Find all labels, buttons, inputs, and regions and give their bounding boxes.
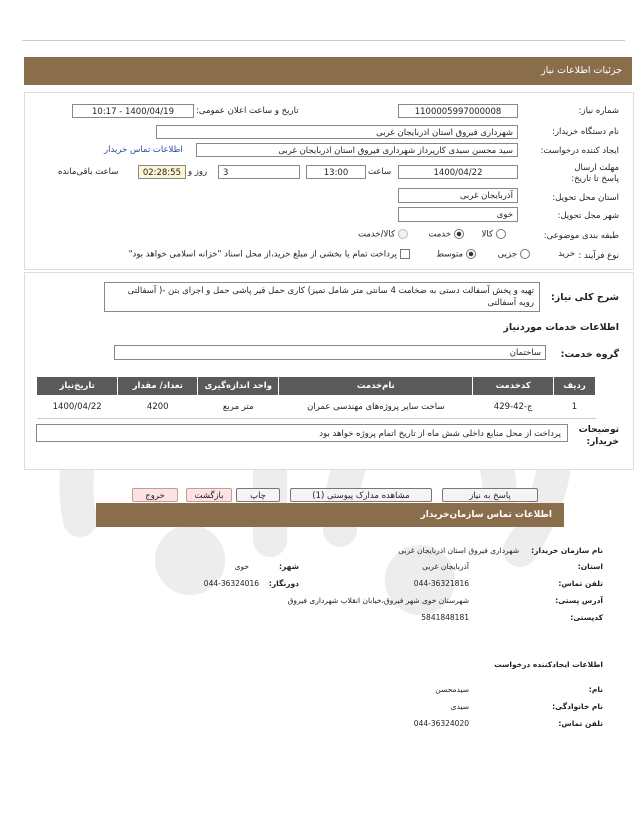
contact-province-label: استان:: [577, 562, 603, 571]
col-name: نام‌خدمت: [279, 377, 473, 396]
need-number-field: 1100005997000008: [398, 104, 518, 118]
radio-selected-icon[interactable]: [466, 249, 476, 259]
top-divider: [22, 40, 625, 41]
back-button[interactable]: بازگشت: [186, 488, 232, 502]
radio-disabled-icon[interactable]: [398, 229, 408, 239]
contact-header-bar: [96, 503, 564, 527]
table-row: [37, 396, 596, 419]
remaining-label: ساعت باقی‌مانده: [58, 167, 119, 177]
radio-icon[interactable]: [496, 229, 506, 239]
col-row: ردیف: [553, 377, 595, 396]
category-goods-option[interactable]: [482, 229, 509, 240]
postal-value: 5841848181: [421, 613, 469, 622]
category-goods-text: کالا: [481, 229, 493, 240]
deadline-date-field: 1400/04/22: [398, 165, 518, 179]
buyer-notes-field: پرداخت از محل منابع داخلی شش ماه از تاریخ اتمام پروژه خواهد بود: [36, 424, 568, 442]
payment-note-text: پرداخت تمام یا بخشی از مبلغ خرید،از محل اسناد "خزانه اسلامی خواهد بود": [128, 249, 397, 260]
time-label: ساعت: [368, 167, 392, 177]
category-goods-service-text: کالا/خدمت: [358, 229, 395, 240]
contact-city-label: شهر:: [279, 562, 299, 571]
remaining-time-field: 02:28:55: [138, 165, 186, 179]
contact-phone-value: 044-36321816: [413, 579, 469, 588]
attachments-button[interactable]: مشاهده مدارک پیوستی (1): [290, 488, 432, 502]
requester-family-label: نام خانوادگی:: [552, 702, 603, 711]
postal-label: کدپستی:: [570, 613, 603, 622]
buyer-contact-link[interactable]: اطلاعات تماس خریدار: [104, 145, 183, 155]
address-label: آدرس پستی:: [555, 596, 603, 605]
category-service-text: خدمت: [428, 229, 451, 240]
city-label: شهر محل تحویل:: [557, 211, 619, 221]
col-unit: واحد اندازه‌گیری: [198, 377, 279, 396]
requester-name-value: سیدمحسن: [435, 685, 469, 694]
creator-field: سید محسن سیدی کارپرداز شهرداری فیروق استان اذربایجان غربی: [196, 143, 518, 157]
contact-title: اطلاعات تماس سازمان‌خریدار: [420, 510, 552, 520]
process-buy-text: خرید: [558, 249, 575, 259]
services-table: [36, 376, 596, 419]
checkbox-icon[interactable]: [400, 249, 410, 259]
requester-phone-label: تلفن تماس:: [558, 719, 603, 728]
cell-code: ج-42-429: [473, 396, 554, 419]
buyer-notes-label: توضیحات خریدار:: [578, 425, 619, 447]
description-label: شرح کلی نیاز:: [550, 292, 619, 303]
cell-name: ساخت سایر پروژه‌های مهندسی عمران: [279, 396, 473, 419]
description-field: تهیه و پخش آسفالت دستی به ضخامت 4 سانتی متر شامل تمیز) کاری حمل قیر پاشی حمل و اجرای بتن -( آسفالتی رویه آسفالتی: [104, 282, 540, 312]
contact-province-value: آذربایجان غربی: [422, 562, 469, 571]
city-field: خوی: [398, 207, 518, 222]
services-heading: اطلاعات خدمات مورد‌نیاز: [503, 322, 619, 333]
creator-label: ایجاد کننده درخواست:: [540, 146, 619, 156]
service-group-field: ساختمان: [114, 345, 546, 360]
requester-family-value: سیدی: [450, 702, 469, 711]
page-header-bar: [24, 57, 632, 85]
province-field: آذربایجان غربی: [398, 188, 518, 203]
requester-title: اطلاعات ایجاد‌کننده درخواست: [494, 660, 603, 669]
table-header-row: [37, 377, 596, 396]
org-value: شهرداری فیروق استان اذربایجان غربی: [398, 546, 519, 555]
province-label: استان محل تحویل:: [552, 193, 619, 203]
reply-button[interactable]: پاسخ به نیاز: [442, 488, 538, 502]
exit-button[interactable]: خروج: [132, 488, 178, 502]
cell-quantity: 4200: [118, 396, 198, 419]
day-label: روز و: [188, 167, 208, 177]
need-number-label: شماره نیاز:: [578, 106, 619, 116]
contact-city-value: خوی: [234, 562, 249, 571]
process-minor-text: جزیی: [497, 249, 517, 260]
deadline-label: مهلت ارسال پاسخ تا تاریخ:: [571, 163, 619, 184]
payment-option[interactable]: [129, 249, 413, 260]
col-date: تاریخ‌نیاز: [37, 377, 118, 396]
cell-unit: متر مربع: [198, 396, 279, 419]
print-button[interactable]: چاپ: [236, 488, 280, 502]
need-info-panel: [24, 92, 634, 270]
process-minor-option[interactable]: [498, 249, 533, 260]
page-title: جزئیات اطلاعات نیاز: [541, 65, 622, 76]
col-code: کدخدمت: [473, 377, 554, 396]
buyer-org-field: شهرداری فیروق استان اذربایجان غربی: [156, 125, 518, 139]
contact-fax-label: دورنگار:: [268, 579, 299, 588]
contact-fax-value: 044-36324016: [203, 579, 259, 588]
cell-row: 1: [553, 396, 595, 419]
cell-date: 1400/04/22: [37, 396, 118, 419]
category-goods-service-option[interactable]: [358, 229, 411, 240]
category-label: طبقه بندی موضوعی:: [543, 231, 619, 241]
radio-selected-icon[interactable]: [454, 229, 464, 239]
announce-datetime-field: 1400/04/19 - 10:17: [72, 104, 194, 118]
deadline-time-field: 13:00: [306, 165, 366, 179]
category-service-option[interactable]: [428, 229, 467, 240]
requester-phone-value: 044-36324020: [413, 719, 469, 728]
process-medium-option[interactable]: [436, 249, 479, 260]
col-quantity: تعداد/ مقدار: [118, 377, 198, 396]
requester-name-label: نام:: [588, 685, 603, 694]
buyer-org-label: نام دستگاه خریدار:: [552, 127, 619, 137]
days-field: 3: [218, 165, 300, 179]
process-label: نوع فرآیند :: [578, 251, 619, 261]
address-value: شهرستان خوی شهر فیروق،خیابان انقلاب شهرداری فیروق: [287, 596, 469, 605]
radio-icon[interactable]: [520, 249, 530, 259]
announce-label: تاریخ و ساعت اعلان عمومی:: [196, 106, 299, 116]
service-group-label: گروه خدمت:: [560, 349, 619, 360]
org-label: نام سازمان خریدار:: [531, 546, 603, 555]
process-medium-text: متوسط: [436, 249, 463, 260]
contact-phone-label: تلفن تماس:: [558, 579, 603, 588]
